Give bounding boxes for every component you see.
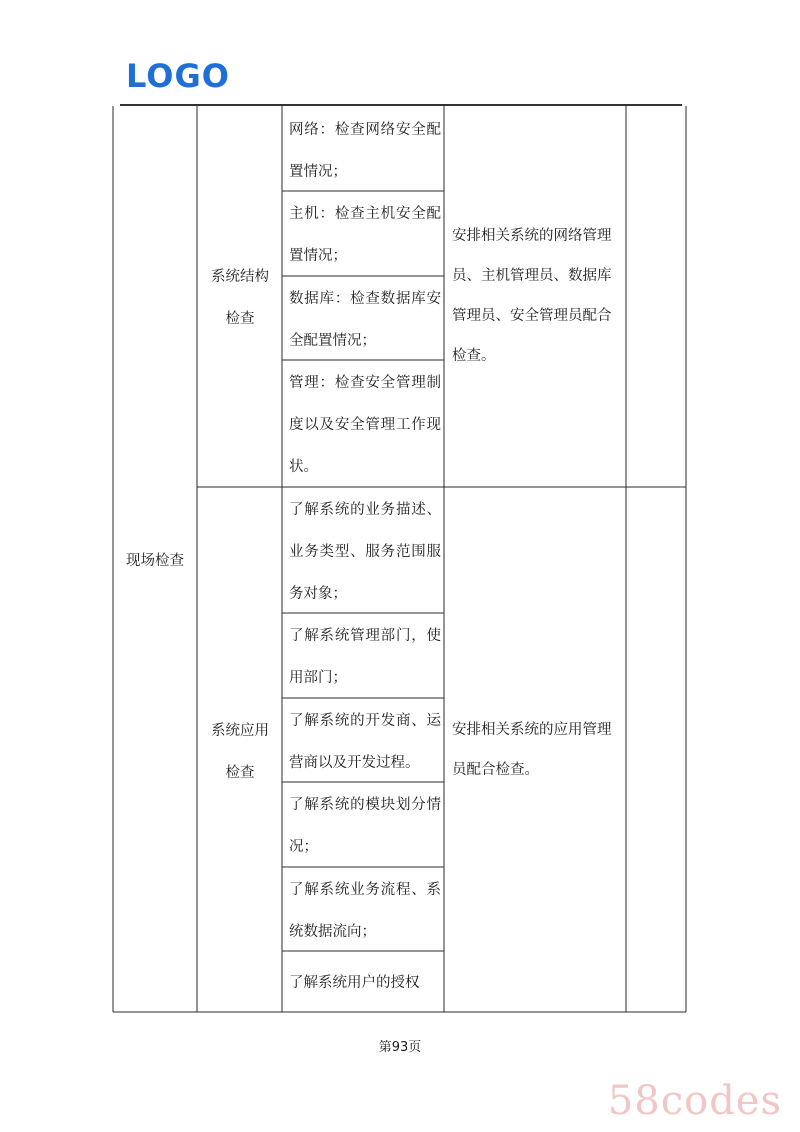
check-item: 了解系统的业务描述、业务类型、服务范围服务对象； xyxy=(289,502,441,602)
coordination-note: 安排相关系统的应用管理员配合检查。 xyxy=(452,722,612,778)
category-system-application xyxy=(200,710,280,794)
coordination-note: 安排相关系统的网络管理员、主机管理员、数据库管理员、安全管理员配合检查。 xyxy=(452,228,612,364)
check-item: 网络：检查网络安全配置情况； xyxy=(289,122,441,180)
logo: LOGO xyxy=(126,57,230,95)
check-item: 了解系统管理部门，使用部门； xyxy=(289,628,441,686)
check-item: 主机：检查主机安全配置情况； xyxy=(289,206,441,264)
category-line: 系统结构 xyxy=(211,269,269,285)
check-item: 数据库：检查数据库安全配置情况； xyxy=(289,291,441,349)
category-line: 系统应用 xyxy=(211,723,269,739)
category-line: 检查 xyxy=(225,311,255,327)
check-item: 管理：检查安全管理制度以及安全管理工作现状。 xyxy=(289,375,441,475)
section-label: 现场检查 xyxy=(126,553,184,569)
check-item: 了解系统用户的授权 xyxy=(289,975,420,991)
check-item: 了解系统的开发商、运营商以及开发过程。 xyxy=(289,713,441,771)
check-item: 了解系统业务流程、系统数据流向； xyxy=(289,882,441,940)
watermark: 58codes xyxy=(607,1078,782,1124)
page-number: 第93页 xyxy=(378,1040,422,1055)
category-line: 检查 xyxy=(225,765,255,781)
category-system-structure xyxy=(200,256,280,340)
check-item: 了解系统的模块划分情况； xyxy=(289,797,441,855)
